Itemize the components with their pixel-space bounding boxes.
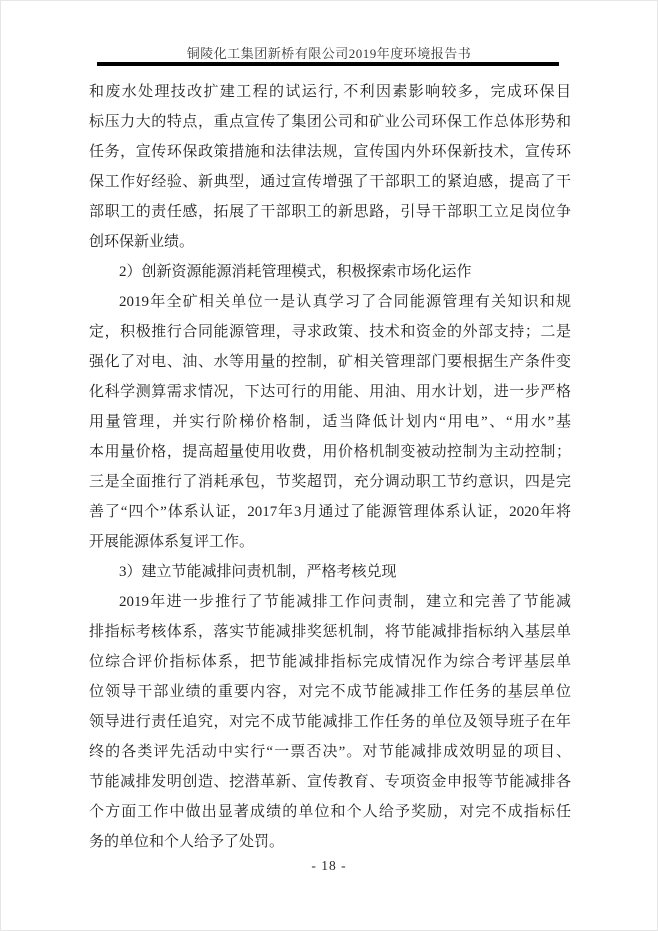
heading-line: 3）建立节能减排问责机制，严格考核兑现 (119, 564, 397, 580)
header-rule (97, 62, 559, 66)
text-line: 个方面工作中做出显著成绩的单位和个人给予奖励，对完不成指标任 (89, 804, 571, 820)
heading-line: 2）创新资源能源消耗管理模式，积极探索市场化运作 (119, 264, 472, 280)
text-line: 务的单位和个人给予了处罚。 (89, 834, 285, 850)
text-line: 排指标考核体系，落实节能减排奖惩机制，将节能减排指标纳入基层单 (89, 624, 571, 640)
text-line: 部职工的责任感，拓展了干部职工的新思路，引导干部职工立足岗位争 (89, 204, 571, 220)
text-line: 和废水处理技改扩建工程的试运行, 不利因素影响较多，完成环保目 (89, 84, 571, 100)
text-line: 善了“四个”体系认证，2017年3月通过了能源管理体系认证，2020年将 (89, 504, 571, 520)
page-number: - 18 - (311, 858, 347, 873)
text-line: 开展能源体系复评工作。 (89, 534, 255, 550)
text-line: 定，积极推行合同能源管理，寻求政策、技术和资金的外部支持；二是 (89, 324, 571, 340)
page-header-title: 铜陵化工集团新桥有限公司2019年度环境报告书 (186, 46, 472, 61)
text-line: 位领导干部业绩的重要内容，对完不成节能减排工作任务的基层单位 (89, 684, 571, 700)
text-line: 标压力大的特点，重点宣传了集团公司和矿业公司环保工作总体形势和 (89, 114, 571, 130)
text-line: 领导进行责任追究，对完不成节能减排工作任务的单位及领导班子在年 (89, 714, 571, 730)
text-line: 位综合评价指标体系，把节能减排指标完成情况作为综合考评基层单 (89, 654, 571, 670)
text-line: 三是全面推行了消耗承包，节奖超罚，充分调动职工节约意识，四是完 (89, 474, 571, 490)
document-body (89, 77, 571, 857)
text-line: 本用量价格，提高超量使用收费，用价格机制变被动控制为主动控制； (89, 444, 571, 460)
text-line: 2019年进一步推行了节能减排工作问责制，建立和完善了节能减 (119, 594, 571, 610)
text-line: 节能减排发明创造、挖潜革新、宣传教育、专项资金申报等节能减排各 (89, 774, 571, 790)
text-line: 任务，宣传环保政策措施和法律法规，宣传国内外环保新技术，宣传环 (89, 144, 571, 160)
text-line: 终的各类评先活动中实行“一票否决”。对节能减排成效明显的项目、 (89, 744, 571, 760)
text-line: 化科学测算需求情况，下达可行的用能、用油、用水计划，进一步严格 (89, 384, 571, 400)
text-line: 保工作好经验、新典型，通过宣传增强了干部职工的紧迫感，提高了干 (89, 174, 571, 190)
text-line: 强化了对电、油、水等用量的控制，矿相关管理部门要根据生产条件变 (89, 354, 571, 370)
text-line: 创环保新业绩。 (89, 234, 195, 250)
text-line: 2019年全矿相关单位一是认真学习了合同能源管理有关知识和规 (119, 294, 571, 310)
text-line: 用量管理，并实行阶梯价格制，适当降低计划内“用电”、“用水”基 (89, 414, 571, 430)
page-footer (1, 858, 657, 874)
